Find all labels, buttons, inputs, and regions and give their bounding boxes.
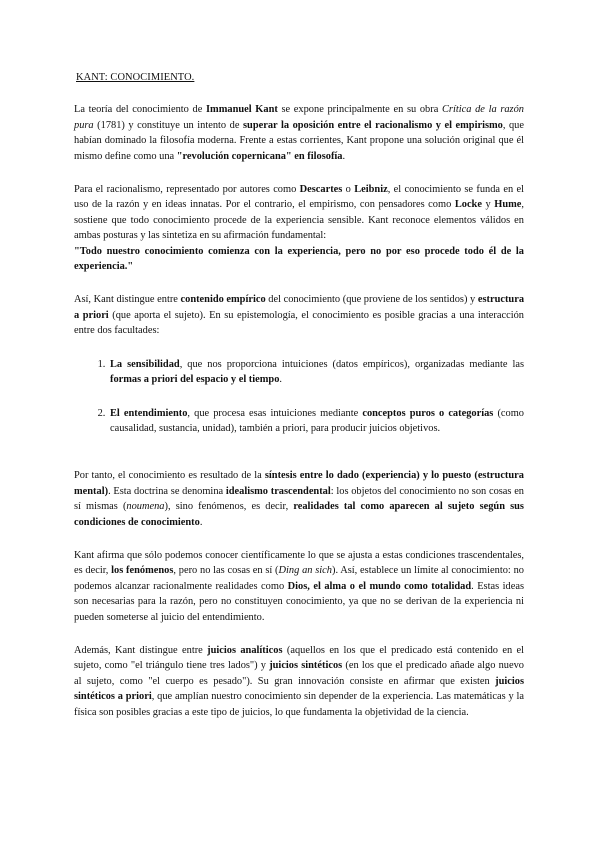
bold-text: juicios sintéticos (269, 660, 343, 672)
bold-text: formas a priori del espacio y el tiempo (110, 374, 280, 386)
text-run: se expone principalmente en su obra (277, 104, 442, 116)
text-run: (como causalidad, sustancia, unidad), también a priori, para producir juicios objetivos. (110, 407, 524, 434)
text-run: . Esta doctrina se denomina (108, 485, 226, 497)
bold-text: estructura a priori (74, 294, 525, 321)
text-run: . Estas ideas son necesarias para la razón, pero no constituyen conocimiento, ya que no se derivan de la experiencia ni pueden someterse al juicio del entendimiento. (74, 580, 524, 623)
bold-text: conceptos puros o categorías (362, 407, 494, 419)
text-run: y (481, 199, 495, 211)
text-run: . (342, 150, 346, 162)
text-run: ), sino fenómenos, es decir, (164, 501, 294, 513)
text-run: Kant afirma que sólo podemos conocer científicamente lo que se ajusta a estas condiciones trascendentales, es decir, (74, 549, 524, 577)
bold-text: realidades tal como aparecen al sujeto según sus condiciones de conocimiento (74, 501, 524, 528)
text-run: o (342, 184, 355, 196)
paragraph-idealismo (74, 468, 524, 530)
text-run: (1781) y constituye un intento de (93, 119, 243, 131)
list-item-sensibilidad (108, 357, 524, 388)
paragraph-limites (74, 548, 524, 625)
bold-text: La sensibilidad (110, 358, 180, 370)
text-run: : los objetos del conocimiento no son cosas en sí mismas ( (74, 485, 524, 513)
bold-text: juicios analíticos (207, 644, 283, 656)
text-run: , el conocimiento se funda en el uso de la razón y en ideas innatas. Por el contrario, el empirismo, con pensadores como (74, 184, 525, 211)
bold-text: El entendimiento (110, 407, 188, 419)
bold-text: "revolución copernicana" en filosofía (176, 150, 343, 162)
text-run: ). Así, establece un límite al conocimiento: no podemos alcanzar racionalmente realidades como (74, 565, 524, 592)
bold-text: superar la oposición entre el racionalismo y el empirismo (243, 119, 503, 131)
paragraph-facultades (74, 292, 524, 338)
italic-text: noumena (126, 501, 165, 513)
bold-text: Locke (454, 199, 482, 211)
text-run: (en los que el predicado añade algo nuevo al sujeto, como "el cuerpo es pesado"). Su gran innovación consiste en afirmar que existen (74, 660, 524, 687)
bold-text: idealismo trascendental (225, 485, 331, 497)
italic-text: Crítica de la razón pura (74, 104, 524, 131)
text-run: (aquellos en los que el predicado está contenido en el sujeto, como "el triángulo tiene tres lados") y (74, 644, 524, 672)
text-run: Para el racionalismo, representado por autores como (74, 184, 300, 196)
bold-text: contenido empírico (180, 294, 266, 306)
bold-text: "Todo nuestro conocimiento comienza con la experiencia, pero no por eso procede todo él de la experiencia." (74, 245, 524, 273)
paragraph-juicios (74, 643, 524, 720)
text-run: . (279, 374, 283, 386)
bold-text: los fenómenos (111, 565, 174, 577)
facultades-list (74, 357, 524, 437)
paragraph-intro (74, 102, 524, 164)
text-run: , pero no las cosas en sí ( (173, 565, 279, 577)
text-run: Además, Kant distingue entre (74, 644, 208, 656)
text-run: del conocimiento (que proviene de los sentidos) y (265, 294, 478, 306)
text-run: , que procesa esas intuiciones mediante (187, 407, 363, 419)
bold-text: Leibniz (354, 184, 388, 196)
bold-text: Descartes (299, 184, 343, 196)
text-run: , sostiene que todo conocimiento procede de la experiencia sensible. Kant reconoce elementos válidos en ambas posturas y las sintetiza en su afirmación fundamental: (74, 199, 524, 242)
text-run: , que habían dominado la filosofía moderna. Frente a estas corrientes, Kant propone una solución original que él mismo define como una (74, 119, 524, 162)
document-title: KANT: CONOCIMIENTO. (76, 72, 195, 83)
list-item-entendimiento (108, 406, 524, 437)
paragraph-racionalismo-empirismo (74, 182, 524, 274)
italic-text: Ding an sich (278, 565, 332, 577)
text-run: (que aporta el sujeto). En su epistemología, el conocimiento es posible gracias a una interacción entre dos facultades: (74, 309, 524, 337)
text-run: La teoría del conocimiento de (74, 104, 207, 116)
bold-text: juicios sintéticos a priori (74, 675, 524, 703)
text-run: , que amplían nuestro conocimiento sin depender de la experiencia. Las matemáticas y la física son posibles gracias a este tipo de juicios, lo que fundamenta la objetividad de la ciencia. (74, 691, 524, 718)
text-run: Por tanto, el conocimiento es resultado de la (74, 470, 265, 482)
text-run: , que nos proporciona intuiciones (datos empíricos), organizadas mediante las (179, 358, 524, 370)
bold-text: síntesis entre lo dado (experiencia) y lo puesto (estructura mental) (74, 470, 524, 497)
kant-quote (74, 246, 524, 272)
paragraph-racionalismo-text (74, 184, 524, 241)
text-run: . (199, 516, 203, 528)
spacer (74, 454, 524, 468)
bold-text: Dios, el alma o el mundo como totalidad (287, 580, 472, 592)
bold-text: Immanuel Kant (206, 104, 278, 116)
bold-text: Hume (494, 199, 522, 211)
text-run: Así, Kant distingue entre (74, 294, 181, 306)
